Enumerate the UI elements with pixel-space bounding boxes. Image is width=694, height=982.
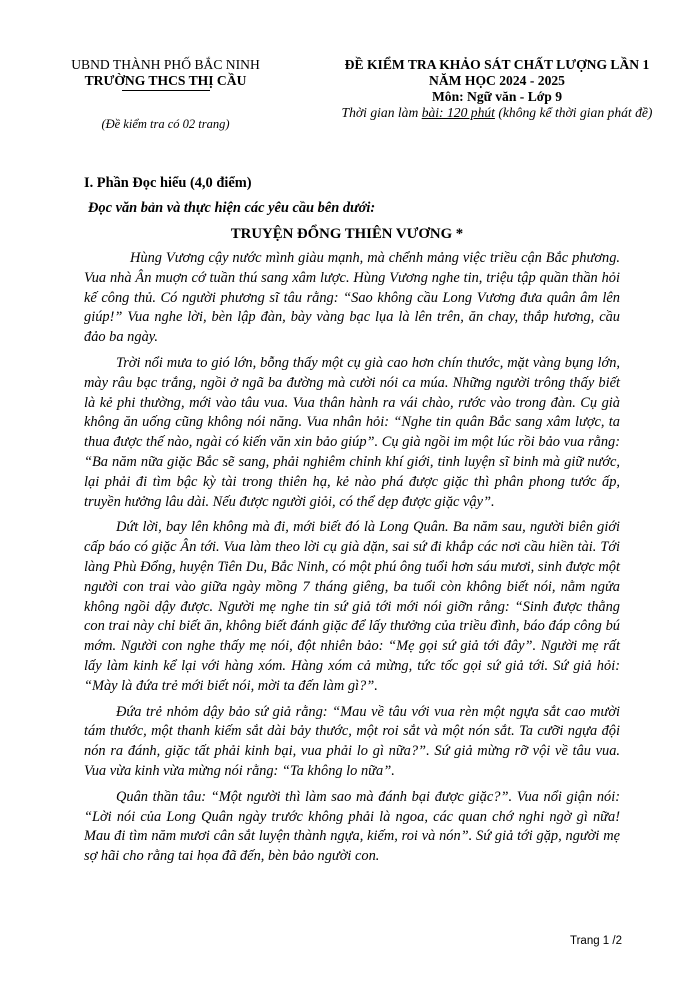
time-allowance xyxy=(300,105,694,121)
header-divider xyxy=(122,90,210,91)
story-paragraph: Dứt lời, bay lên không mà đi, mới biết đó là Long Quân. Ba năm sau, người biên giới cấp báo có giặc Ân tới. Vua làm theo lời cụ già dặn, sai sứ đi khắp các nơi cầu hiền tài. Tới làng Phù Đổng, huyện Tiên Du, Bắc Ninh, có một phú ông tuổi hơn sáu mươi, sinh được một người con trai vào giữa ngày mồng 7 tháng giêng, ba tuổi còn không biết nói, nằm ngửa không ngồi dậy được. Người mẹ nghe tin sứ giả tới mới nói giỡn rằng: “Sinh được thằng con trai này chỉ biết ăn, không biết đánh giặc để lấy thưởng của triều đình, báo đáp công bú mớm. Người con nghe thấy mẹ nói, đột nhiên bảo: “Mẹ gọi sứ giả tới đây”. Người mẹ rất lấy làm kinh kể lại với hàng xóm. Hàng xóm cả mừng, tức tốc gọi sứ giả tới. Sứ giả hỏi: “Mày là đứa trẻ mới biết nói, mời ta đến làm gì?”. xyxy=(84,519,620,694)
subject-line: Môn: Ngữ văn - Lớp 9 xyxy=(431,89,563,104)
exam-title: ĐỀ KIỂM TRA KHẢO SÁT CHẤT LƯỢNG LẦN 1 xyxy=(344,57,650,72)
page-count-note: (Đề kiểm tra có 02 trang) xyxy=(101,117,230,131)
authority-name: UBND THÀNH PHỐ BẮC NINH xyxy=(71,57,260,72)
section-instruction: Đọc văn bản và thực hiện các yêu cầu bên dưới: xyxy=(88,200,376,216)
section-title: I. Phần Đọc hiểu (4,0 điểm) xyxy=(84,175,252,191)
story-paragraph: Đứa trẻ nhỏm dậy bảo sứ giả rằng: “Mau về tâu với vua rèn một ngựa sắt cao mười tám thước, một thanh kiếm sắt dài bảy thước, một roi sắt và một nón sắt. Ta cưỡi ngựa đội nón ra đánh, giặc tất phải kinh bại, vua phải lo gì nữa?”. Sứ giả mừng rỡ vội về tâu vua. Vua vừa kinh vừa mừng nói rằng: “Ta không lo nữa”. xyxy=(84,703,620,779)
time-suffix: (không kể thời gian phát đề) xyxy=(494,105,653,120)
page-number: Trang 1 /2 xyxy=(570,935,622,947)
header-right-block xyxy=(300,57,694,121)
story-title: TRUYỆN ĐỔNG THIÊN VƯƠNG * xyxy=(230,226,464,242)
story-body xyxy=(84,249,620,873)
time-prefix: Thời gian làm xyxy=(341,105,422,120)
school-year: NĂM HỌC 2024 - 2025 xyxy=(429,73,565,88)
story-paragraph: Hùng Vương cậy nước mình giàu mạnh, mà chểnh mảng việc triều cận Bắc phương. Vua nhà Ân muợn cớ tuần thú sang xâm lược. Hùng Vương nghe tin, triệu tập quần thần hỏi kế công thủ. Có người phương sĩ tâu rằng: “Sao không cầu Long Vương đưa quân âm lên giúp!” Vua nghe lời, bèn lập đàn, bày vàng bạc lụa là lên trên, ăn chay, thắp hương, cầu đảo ba ngày. xyxy=(84,250,620,346)
time-underlined: bài: 120 phút xyxy=(421,105,495,120)
document-header xyxy=(0,57,694,137)
school-name: TRƯỜNG THCS THỊ CẦU xyxy=(84,73,247,88)
story-paragraph: Trời nổi mưa to gió lớn, bỗng thấy một cụ già cao hơn chín thước, mặt vàng bụng lớn, mày râu bạc trắng, ngồi ở ngã ba đường mà cười nói ca múa. Những người trông thấy biết là kẻ phi thường, mới vào tâu vua. Vua thân hành ra vái chào, rước vào trong đàn. Cụ già không ăn uống cũng không nói năng. Vua nhân hỏi: “Nghe tin quân Bắc sang xâm lược, ta thua được thế nào, ngài có kiến văn xin bảo giúp”. Cụ già ngồi im một lúc rồi bảo vua rằng: “Ba năm nữa giặc Bắc sẽ sang, phải nghiêm chỉnh khí giới, tinh luyện sĩ binh mà giữ nước, lại phải đi tìm bậc kỳ tài trong thiên hạ, kẻ nào phá được giặc thì phân phong tước ấp, truyền hưởng lâu dài. Nếu được người giỏi, có thể dẹp được giặc vậy”. xyxy=(84,354,620,510)
header-left-block xyxy=(58,57,273,132)
story-paragraph: Quân thần tâu: “Một người thì làm sao mà đánh bại được giặc?”. Vua nổi giận nói: “Lời nói của Long Quân ngày trước không phải là ngoa, các quan chớ nghi ngờ gì nữa! Mau đi tìm năm mươi cân sắt luyện thành ngựa, kiếm, roi và nón”. Sứ giả tới gặp, người mẹ sợ hãi cho rằng tai họa đã đến, bèn bảo người con. xyxy=(84,788,620,865)
